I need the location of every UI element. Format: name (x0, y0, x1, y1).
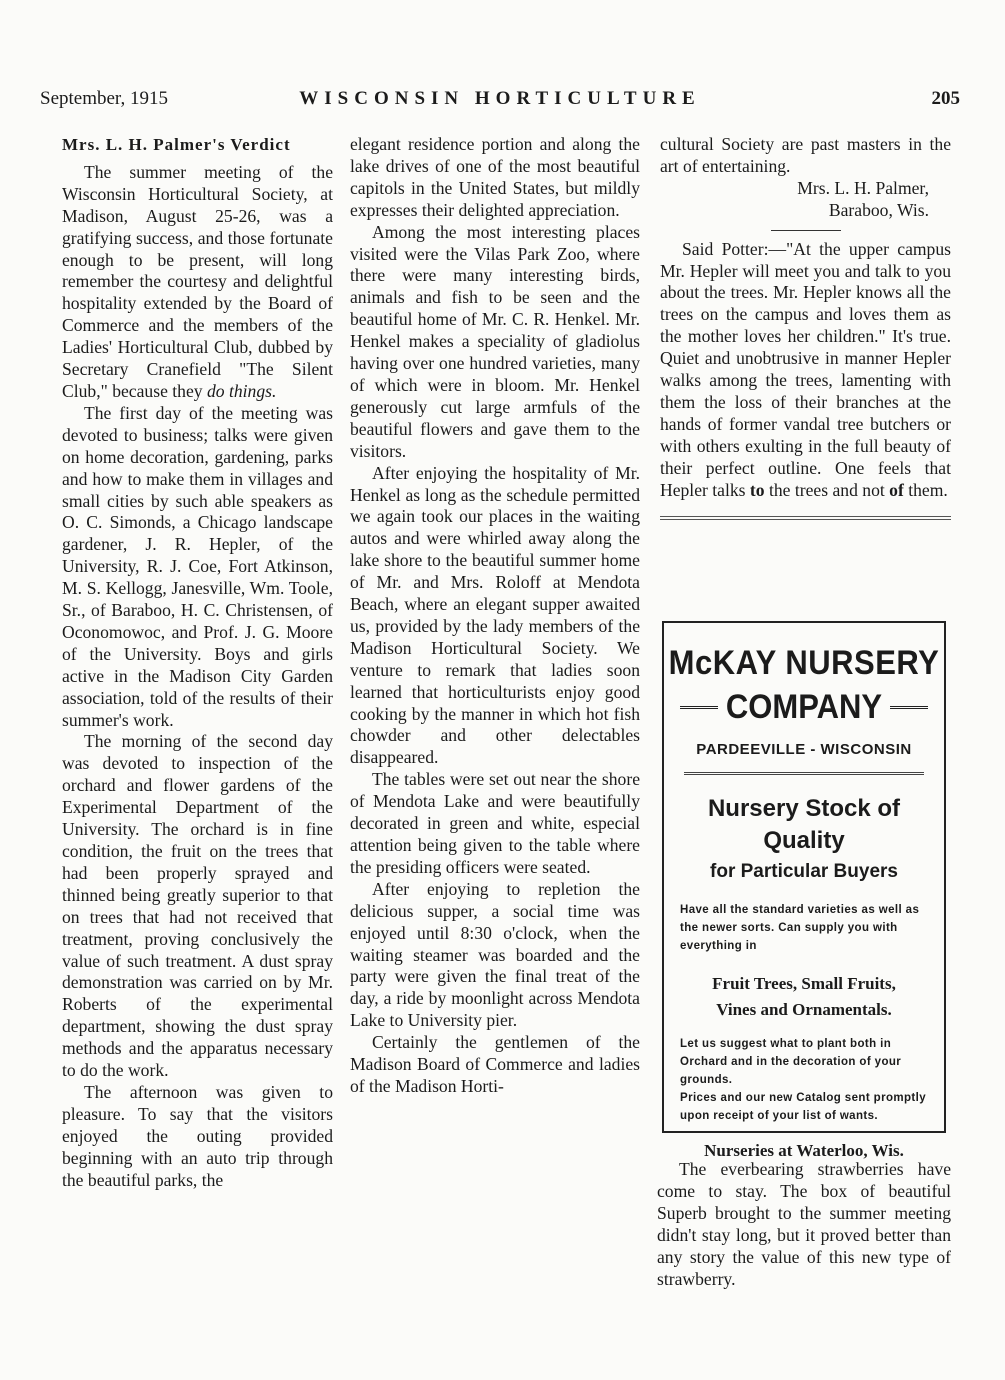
paragraph: Certainly the gentlemen of the Madison Board of Commerce and ladies of the Madison Horti- (350, 1032, 640, 1096)
ad-text: Let us suggest what to plant both in Orchard and in the decoration of your grounds. (680, 1038, 902, 1086)
divider (660, 516, 951, 517)
ad-products: Fruit Trees, Small Fruits, Vines and Ornamentals. (712, 974, 896, 1019)
column-2 (350, 134, 640, 1098)
paragraph: elegant residence portion and along the lake drives of one of the most beautiful capitols in the United States, but mildly expresses their delighted appreciation. (350, 134, 640, 220)
signature-place: Baraboo, Wis. (828, 199, 929, 220)
paragraph: Among the most interesting places visited were the Vilas Park Zoo, where there were many interesting birds, animals and fish to be seen and the beautiful home of Mr. C. R. Henkel. Mr. Henkel makes a speciality of gladiolus having over one hundred varieties, many of which were in bloom. Mr. Henkel generously cut large armfuls of the beautiful flowers and gave them to the visitors. (350, 221, 640, 461)
ad-text: Have all the standard varieties as well as the newer sorts. Can supply you with everything in (680, 904, 920, 952)
ornament-rule (890, 706, 928, 709)
ad-slogan: for Particular Buyers (710, 861, 898, 882)
divider (684, 772, 924, 775)
paragraph: The summer meeting of the Wisconsin Horticultural Society, at Madison, August 25-26, was a gratifying success, and those fortunate enough to be present, will long remember the courtesy and delightful hospitality extended by the Board of Commerce and the members of the Ladies' Horticultural Club, dubbed by Secretary Cranefield "The Silent Club," because they do things. (62, 161, 333, 401)
paragraph: The everbearing strawberries have come to stay. The box of beautiful Superb brought to the summer meeting didn't stay long, but it proved better than any story the value of this new type of strawberry. (657, 1159, 951, 1289)
column-1 (62, 134, 333, 1192)
ad-company-name-2: COMPANY (725, 686, 883, 727)
issue-date: September, 1915 (40, 88, 168, 109)
paragraph: Said Potter:—"At the upper campus Mr. Hepler will meet you and talk to you about the trees. Mr. Hepler knows all the trees on the campus and loves them as the mother loves her children." It's true. Quiet and unobtrusive in manner Hepler walks among the trees, lamenting with them the loss of their branches at the hands of former vandal tree butchers or with others exulting in the full beauty of their perfect outline. One feels that Hepler talks to the trees and not of them. (660, 238, 951, 500)
ad-company-name: McKAY NURSERY (668, 642, 940, 683)
divider (771, 230, 841, 231)
nursery-advertisement (662, 621, 946, 1160)
strawberry-note (657, 1159, 951, 1290)
signature-name: Mrs. L. H. Palmer, (797, 177, 929, 198)
ad-slogan: Quality (763, 827, 845, 854)
article-heading: Mrs. L. H. Palmer's Verdict (62, 135, 291, 154)
ad-company-row (664, 686, 944, 727)
journal-title: WISCONSIN HORTICULTURE (299, 88, 701, 109)
paragraph: The morning of the second day was devoted to inspection of the orchard and flower gardens of the Experimental Department of the University. The orchard is in fine condition, the fruit on the trees that had been properly sprayed and thinned being greatly superior to that on trees that had not received that treatment, proving conclusively the value of such treatment. A dust spray demonstration was carried on by Mr. Roberts of the experimental department, showing the dust spray methods and the apparatus necessary to do the work. (62, 731, 333, 1081)
ornament-rule (680, 706, 718, 709)
ad-text: Prices and our new Catalog sent promptly upon receipt of your list of wants. (680, 1092, 927, 1122)
paragraph: cultural Society are past masters in the art of entertaining. (660, 134, 951, 176)
paragraph: The first day of the meeting was devoted to business; talks were given on home decoration, gardening, parks and how to make them in villages and small cities by such able speakers as O. C. Simonds, a Chicago landscape gardener, J. R. Hepler, of the University, R. J. Coe, Fort Atkinson, M. S. Kellogg, Janesville, Wm. Toole, Sr., of Baraboo, H. C. Christensen, of Oconomowoc, and Prof. J. G. Moore of the University. Boys and girls active in the Madison City Garden association, told of the results of their summer's work. (62, 402, 333, 730)
divider (660, 519, 951, 520)
column-3 (660, 134, 951, 536)
paragraph: The afternoon was given to pleasure. To say that the visitors enjoyed the outing provided beginning with an auto trip through the beautiful parks, the (62, 1081, 333, 1190)
page-header (40, 88, 960, 116)
page-number: 205 (931, 88, 960, 109)
paragraph: After enjoying the hospitality of Mr. Henkel as long as the schedule permitted we again took our places in the waiting autos and were whirled away along the lake shore to the beautiful summer home of Mr. and Mrs. Roloff at Mendota Beach, where an elegant supper awaited us, provided by the lady members of the Madison Horticultural Society. We venture to remark that ladies soon learned that horticulturists enjoy good cooking by the manner in which hot fish chowder and other delectables disappeared. (350, 462, 640, 768)
ad-footer: Nurseries at Waterloo, Wis. (704, 1141, 904, 1160)
paragraph: After enjoying to repletion the delicious supper, a social time was enjoyed until 8:30 o'clock, when the waiting steamer was boarded and the party were given the final treat of the day, a ride by moonlight across Mendota Lake to University pier. (350, 878, 640, 1031)
ad-location: PARDEEVILLE - WISCONSIN (696, 741, 912, 758)
paragraph: The tables were set out near the shore of Mendota Lake and were beautifully decorated in green and white, especial attention being given to the table where the presiding officers were seated. (350, 769, 640, 877)
ad-slogan: Nursery Stock of (707, 795, 901, 822)
